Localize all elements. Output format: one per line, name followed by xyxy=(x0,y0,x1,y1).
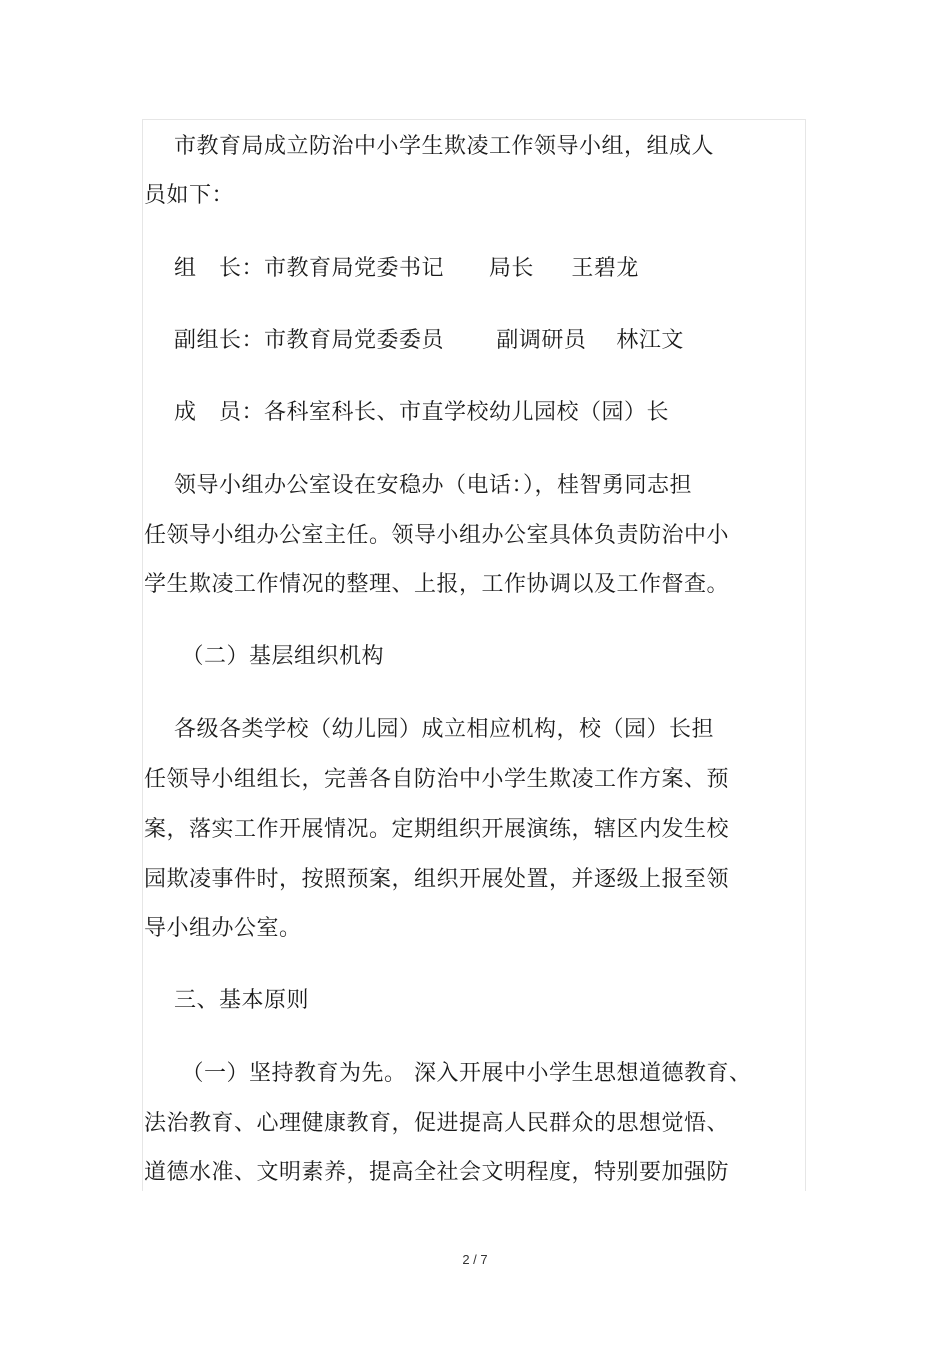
section-heading: 三、基本原则 xyxy=(144,988,309,1013)
text-line: 副组长：市教育局党委委员 副调研员 林江文 xyxy=(144,328,684,353)
text-line: 学生欺凌工作情况的整理、上报，工作协调以及工作督查。 xyxy=(144,572,730,597)
text-line: 组 长：市教育局党委书记 局长 王碧龙 xyxy=(144,256,639,281)
section-heading: （二）基层组织机构 xyxy=(144,644,384,669)
text-line: 员如下： xyxy=(144,183,235,208)
text-line: 道德水准、文明素养，提高全社会文明程度，特别要加强防 xyxy=(144,1160,730,1185)
text-line: 各级各类学校（幼儿园）成立相应机构，校（园）长担 xyxy=(144,717,714,742)
page-number: 2 / 7 xyxy=(462,1252,488,1267)
text-line: 领导小组办公室设在安稳办（电话：），桂智勇同志担 xyxy=(144,473,692,498)
text-line: 园欺凌事件时，按照预案，组织开展处置，并逐级上报至领 xyxy=(144,867,730,892)
text-line: 导小组办公室。 xyxy=(144,916,302,941)
text-line: 市教育局成立防治中小学生欺凌工作领导小组，组成人 xyxy=(144,134,714,159)
text-line: 案，落实工作开展情况。定期组织开展演练，辖区内发生校 xyxy=(144,817,730,842)
text-line: 成 员：各科室科长、市直学校幼儿园校（园）长 xyxy=(144,400,669,425)
text-line: （一）坚持教育为先。 深入开展中小学生思想道德教育、 xyxy=(144,1061,752,1086)
text-line: 任领导小组组长，完善各自防治中小学生欺凌工作方案、预 xyxy=(144,767,730,792)
text-line: 任领导小组办公室主任。领导小组办公室具体负责防治中小 xyxy=(144,523,730,548)
text-line: 法治教育、心理健康教育，促进提高人民群众的思想觉悟、 xyxy=(144,1111,730,1136)
